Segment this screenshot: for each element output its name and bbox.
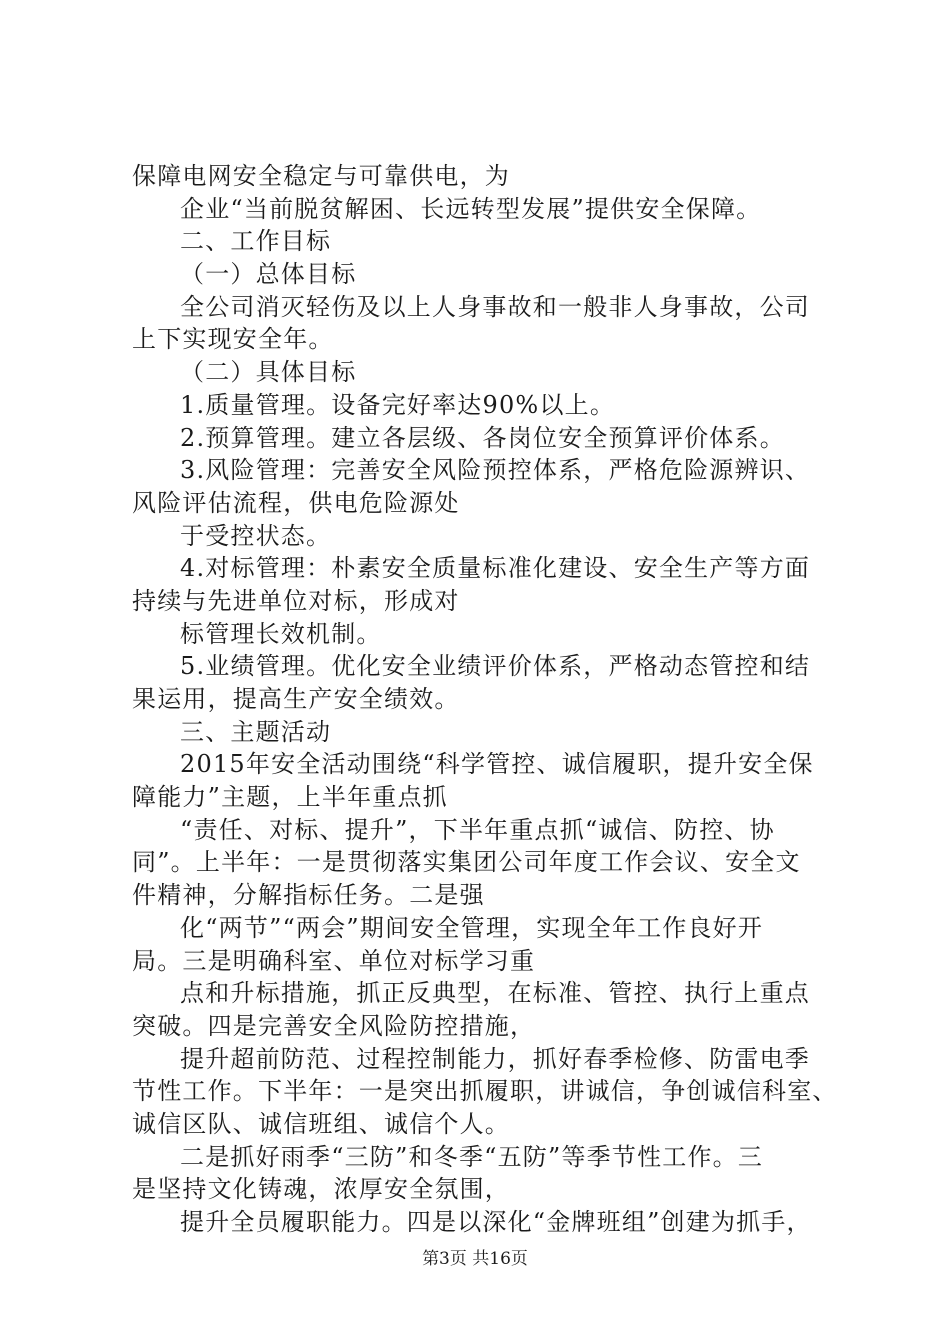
text-line: （二）具体目标 [180,358,357,387]
text-line: 2015年安全活动围绕“科学管控、诚信履职，提升安全保 [180,750,814,779]
text-line: 化“两节”“两会”期间安全管理，实现全年工作良好开 [180,913,764,942]
text-line: 局。三是明确科室、单位对标学习重 [132,946,536,975]
text-line: 件精神，分解指标任务。二是强 [132,881,485,910]
text-line: 诚信区队、诚信班组、诚信个人。 [132,1109,510,1138]
text-line: 二是抓好雨季“三防”和冬季“五防”等季节性工作。三 [180,1142,764,1171]
text-line: 1.质量管理。设备完好率达90%以上。 [180,390,616,419]
text-line: 障能力”主题，上半年重点抓 [132,783,448,812]
text-line: 企业“当前脱贫解困、长远转型发展”提供安全保障。 [180,194,762,223]
text-line: 同”。上半年：一是贯彻落实集团公司年度工作会议、安全文 [132,848,801,877]
text-line: （一）总体目标 [180,260,357,289]
text-line: 于受控状态。 [180,521,332,550]
text-line: “责任、对标、提升”，下半年重点抓“诚信、防控、协 [180,815,775,844]
page-footer: 第3页 共16页 [422,1249,528,1269]
text-line: 上下实现安全年。 [132,325,334,354]
text-line: 果运用，提高生产安全绩效。 [132,685,460,713]
text-line: 突破。四是完善安全风险防控措施， [132,1011,536,1040]
text-line: 4.对标管理：朴素安全质量标准化建设、安全生产等方面 [180,554,811,583]
text-line: 5.业绩管理。优化安全业绩评价体系，严格动态管控和结 [180,652,811,681]
text-line: 2.预算管理。建立各层级、各岗位安全预算评价体系。 [180,423,785,452]
text-line: 是坚持文化铸魂，浓厚安全氛围， [132,1175,510,1204]
document-body [132,160,838,1239]
text-line: 提升全员履职能力。四是以深化“金牌班组”创建为抓手， [180,1208,812,1236]
text-line: 三、主题活动 [180,717,332,746]
text-line: 点和升标措施，抓正反典型，在标准、管控、执行上重点 [180,979,810,1008]
text-line: 风险评估流程，供电危险源处 [132,488,460,517]
text-line: 标管理长效机制。 [180,619,382,648]
text-line: 全公司消灭轻伤及以上人身事故和一般非人身事故，公司 [180,292,810,321]
text-line: 二、工作目标 [180,227,332,256]
text-line: 3.风险管理：完善安全风险预控体系，严格危险源辨识、 [180,456,811,485]
text-line: 节性工作。下半年：一是突出抓履职，讲诚信，争创诚信科室、 [132,1077,838,1106]
text-line: 提升超前防范、过程控制能力，抓好春季检修、防雷电季 [180,1044,810,1073]
text-line: 持续与先进单位对标，形成对 [132,586,460,615]
text-line: 保障电网安全稳定与可靠供电，为 [132,162,510,190]
